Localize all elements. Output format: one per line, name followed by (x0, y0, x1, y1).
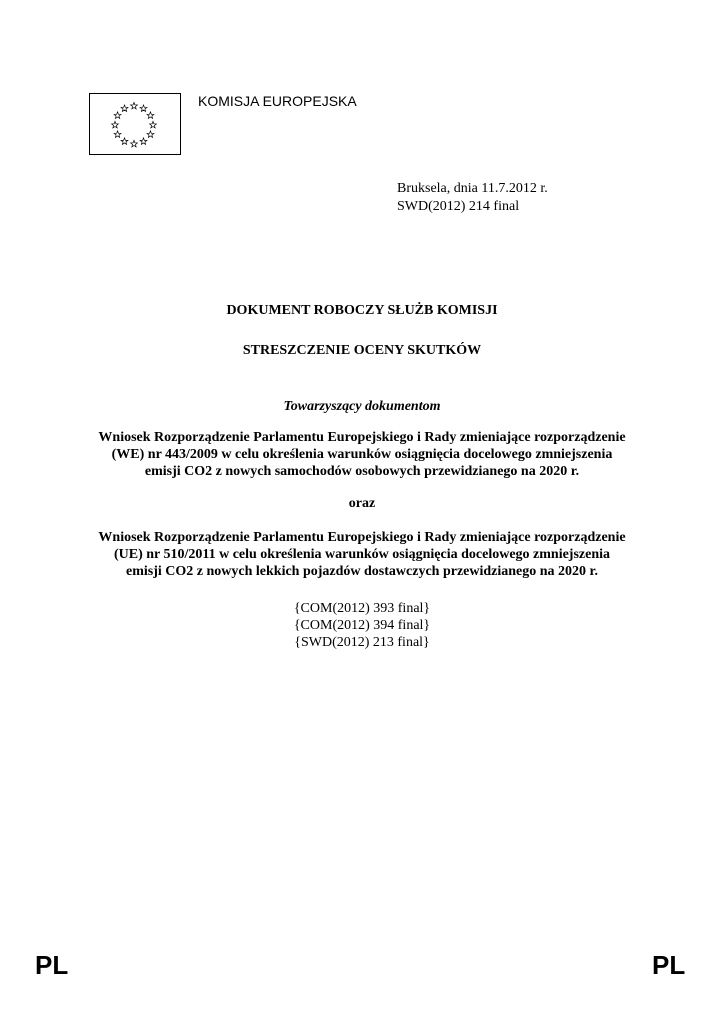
document-title: STRESZCZENIE OCENY SKUTKÓW (242, 343, 482, 358)
related-document: {COM(2012) 393 final} (293, 601, 431, 616)
conjunction: oraz (348, 496, 376, 511)
star-icon (121, 105, 128, 112)
eu-emblem (89, 93, 181, 155)
language-code-left: PL (35, 950, 69, 980)
language-code-right: PL (652, 950, 686, 980)
proposal-1-line-2: (WE) nr 443/2009 w celu określenia warunków osiągnięcia docelowego zmniejszenia (111, 447, 613, 462)
dateline (397, 180, 548, 216)
organization-name: KOMISJA EUROPEJSKA (198, 93, 357, 109)
document-reference: SWD(2012) 214 final (397, 199, 520, 214)
related-document: {SWD(2012) 213 final} (294, 635, 430, 650)
star-icon (147, 131, 154, 138)
accompanying-label: Towarzyszący dokumentom (283, 399, 441, 414)
star-icon (150, 121, 157, 128)
eu-flag-stars-icon (90, 94, 182, 156)
star-icon (114, 131, 121, 138)
star-icon (121, 138, 128, 145)
star-icon (131, 102, 138, 109)
document-type: DOKUMENT ROBOCZY SŁUŻB KOMISJI (226, 303, 498, 318)
proposal-2-line-1: Wniosek Rozporządzenie Parlamentu Europejskiego i Rady zmieniające rozporządzenie (98, 530, 626, 545)
proposal-1-line-3: emisji CO2 z nowych samochodów osobowych przewidzianego na 2020 r. (144, 464, 580, 479)
star-icon (114, 112, 121, 119)
proposal-2-line-2: (UE) nr 510/2011 w celu określenia warunków osiągnięcia docelowego zmniejszenia (113, 547, 611, 562)
place-date: Bruksela, dnia 11.7.2012 r. (397, 181, 548, 196)
star-icon (140, 105, 147, 112)
related-document: {COM(2012) 394 final} (293, 618, 431, 633)
star-icon (140, 138, 147, 145)
star-icon (112, 121, 119, 128)
star-icon (131, 140, 138, 147)
star-icon (147, 112, 154, 119)
related-documents (0, 600, 724, 651)
proposal-2-line-3: emisji CO2 z nowych lekkich pojazdów dostawczych przewidzianego na 2020 r. (126, 564, 598, 579)
proposal-1-line-1: Wniosek Rozporządzenie Parlamentu Europejskiego i Rady zmieniające rozporządzenie (98, 430, 626, 445)
